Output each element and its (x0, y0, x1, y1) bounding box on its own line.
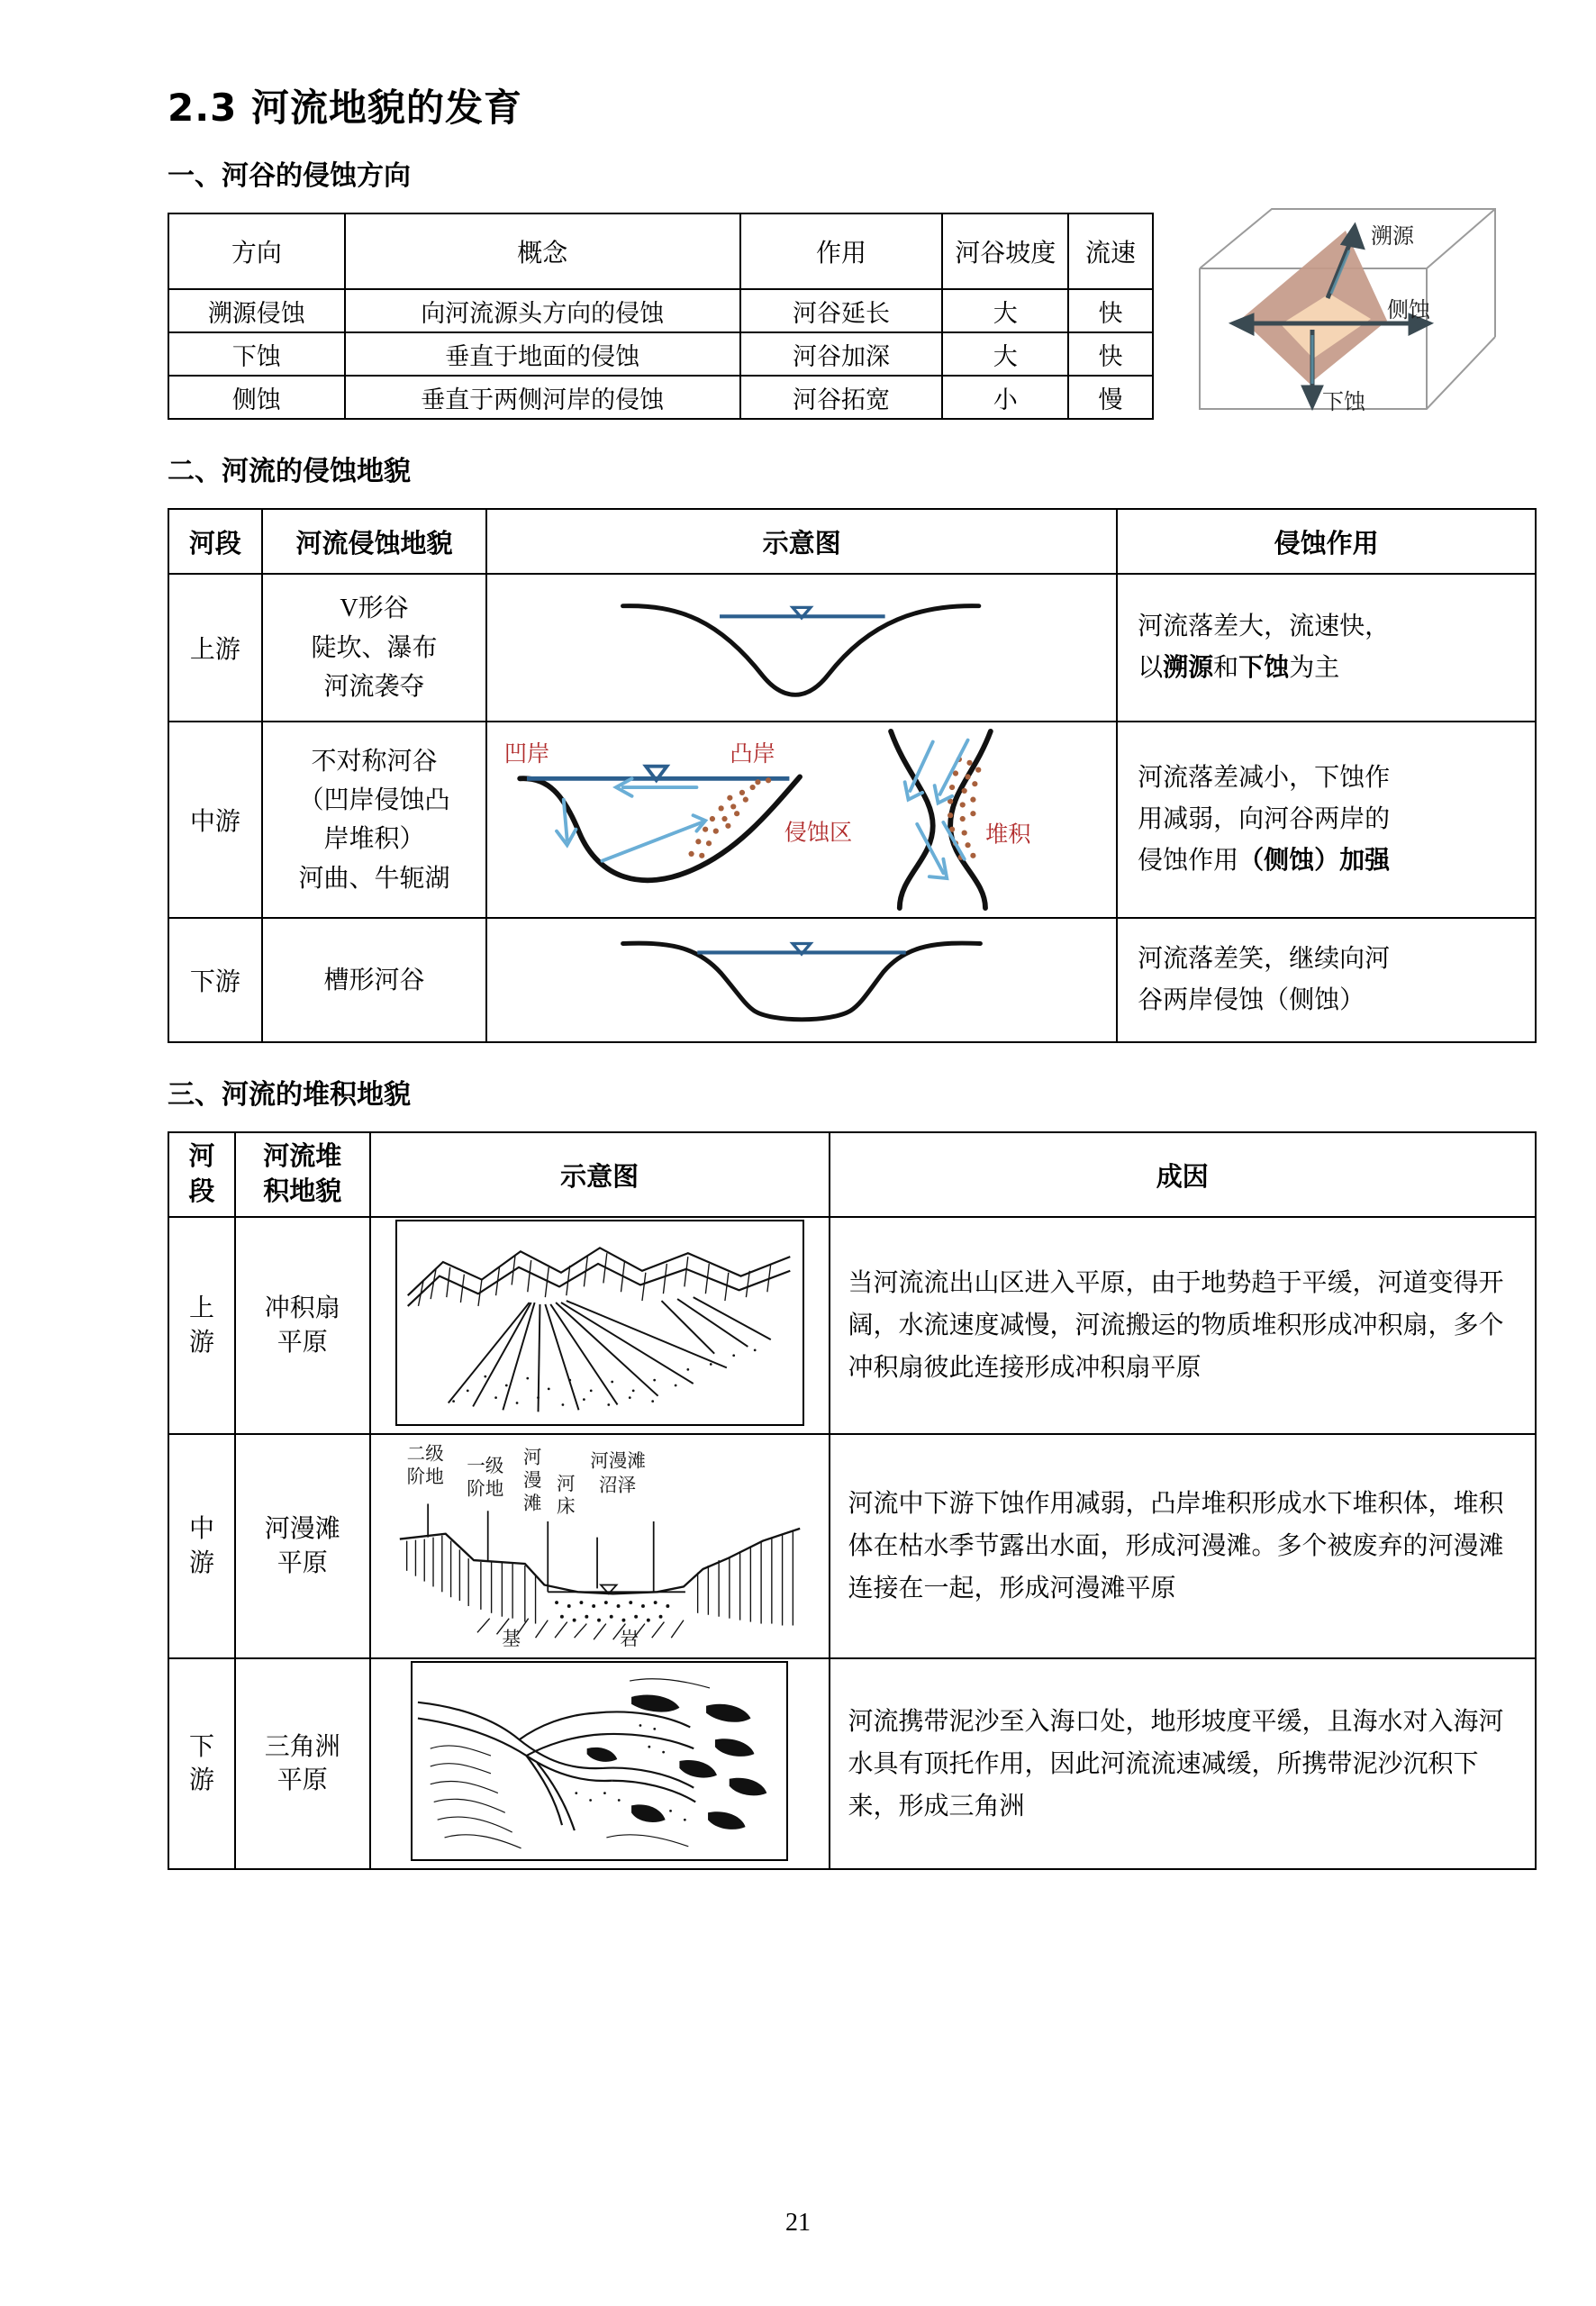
th-concept: 概念 (345, 213, 740, 289)
cell-reach (168, 1434, 235, 1658)
erosion-text-line2: 谷两岸侵蚀（侧蚀） (1138, 986, 1365, 1015)
section-heading-3: 三、河流的堆积地貌 (168, 1079, 411, 1112)
landform-line: 河漫滩 (264, 1515, 340, 1543)
erosion-text-line1: 河流落差减小，下蚀作 (1138, 764, 1391, 793)
cell-diagram-floodplain (370, 1434, 830, 1658)
cell-reach (168, 1217, 235, 1434)
table-row-alluvial-fan (168, 1217, 1536, 1434)
th-slope: 河谷坡度 (942, 213, 1068, 289)
th-landform-line: 河流堆 (263, 1142, 342, 1172)
th-reach-line: 段 (188, 1177, 215, 1207)
erosion-term-xiashi: 下蚀 (1238, 654, 1290, 683)
cell-speed: 慢 (1068, 376, 1153, 419)
label-marsh-line2: 沼泽 (598, 1476, 636, 1497)
cell-direction: 下蚀 (168, 332, 345, 376)
th-erosion: 侵蚀作用 (1117, 509, 1536, 574)
cell-diagram-delta (370, 1658, 830, 1869)
th-landform: 河流侵蚀地貌 (262, 509, 486, 574)
label-riverbed-c1: 河 (556, 1475, 576, 1495)
cell-effect: 河谷延长 (740, 289, 943, 332)
label-terrace1-line2: 阶地 (466, 1479, 503, 1500)
deposition-landform-table (168, 1131, 1537, 1870)
cell-landform (262, 722, 486, 918)
erosion-text-line1: 河流落差笑，继续向河 (1138, 945, 1391, 974)
cell-landform (235, 1217, 370, 1434)
table-header-row (168, 509, 1536, 574)
reach-line: 中 (188, 1515, 214, 1543)
label-floodplain-c1: 河 (522, 1448, 542, 1468)
cell-cause-text: 当河流流出山区进入平原，由于地势趋于平缓，河道变得开阔，水流速度减慢，河流搬运的物质堆积形成冲积扇，多个冲积扇彼此连接形成冲积扇平原 (830, 1217, 1536, 1434)
th-reach-line: 河 (188, 1142, 215, 1172)
cell-slope: 小 (942, 376, 1068, 419)
erosion-text-line1: 河流落差大，流速快， (1138, 613, 1391, 641)
cell-diagram-v-valley (486, 574, 1117, 722)
th-landform-line: 积地貌 (263, 1177, 342, 1207)
table-row (168, 332, 1153, 376)
cell-direction: 侧蚀 (168, 376, 345, 419)
th-reach: 河段 (168, 509, 262, 574)
cell-diagram-meander (486, 722, 1117, 918)
table-row (168, 376, 1153, 419)
reach-line: 游 (188, 1766, 214, 1795)
cell-reach: 上游 (168, 574, 262, 722)
reach-line: 游 (188, 1548, 214, 1577)
cell-erosion-text (1117, 918, 1536, 1042)
erosion-term-ceshi: （侧蚀）加强 (1238, 847, 1391, 876)
cell-reach (168, 1658, 235, 1869)
cell-slope: 大 (942, 289, 1068, 332)
cell-concept: 向河流源头方向的侵蚀 (345, 289, 740, 332)
table-row-upper-reach (168, 574, 1536, 722)
cell-concept: 垂直于两侧河岸的侵蚀 (345, 376, 740, 419)
cell-erosion-text (1117, 722, 1536, 918)
landform-line: 河曲、牛轭湖 (298, 864, 450, 893)
landform-line: 平原 (277, 1548, 328, 1577)
label-floodplain-c3: 滩 (522, 1493, 542, 1514)
table-row-middle-reach (168, 722, 1536, 918)
reach-line: 下 (188, 1732, 214, 1761)
cell-reach: 中游 (168, 722, 262, 918)
annotation-deposition: 堆积 (985, 821, 1031, 848)
cell-slope: 大 (942, 332, 1068, 376)
label-terrace2-line1: 二级 (406, 1444, 444, 1465)
section-heading-2: 二、河流的侵蚀地貌 (168, 456, 411, 488)
th-effect: 作用 (740, 213, 943, 289)
th-diagram: 示意图 (370, 1132, 830, 1217)
th-diagram: 示意图 (486, 509, 1117, 574)
reach-line: 游 (188, 1328, 214, 1357)
table-row-delta (168, 1658, 1536, 1869)
cell-landform (235, 1434, 370, 1658)
sketch-label-lateral: 侧蚀 (1387, 297, 1430, 323)
landform-line: 岸堆积） (323, 825, 425, 854)
erosion-term-suyuan: 溯源 (1163, 654, 1214, 683)
erosion-text-line3: 侵蚀作用 (1138, 847, 1239, 876)
cell-cause-text: 河流携带泥沙至入海口处，地形坡度平缓，且海水对入海河水具有顶托作用，因此河流流速减缓，所携带泥沙沉积下来，形成三角洲 (830, 1658, 1536, 1869)
erosion-text-pre: 以 (1138, 654, 1164, 683)
th-reach (168, 1132, 235, 1217)
landform-line: 冲积扇 (264, 1294, 340, 1322)
table-row-floodplain (168, 1434, 1536, 1658)
label-bedrock-right: 岩 (620, 1630, 639, 1649)
th-cause: 成因 (830, 1132, 1536, 1217)
cell-erosion-text (1117, 574, 1536, 722)
erosion-direction-table (168, 213, 1154, 420)
th-speed: 流速 (1068, 213, 1153, 289)
page-number: 21 (785, 2209, 811, 2237)
erosion-text-suffix: 为主 (1289, 654, 1340, 683)
landform-line: 不对称河谷 (311, 747, 438, 776)
page-title: 2.3 河流地貌的发育 (168, 86, 523, 130)
landform-line: 平原 (277, 1328, 328, 1357)
label-marsh-line1: 河漫滩 (589, 1451, 646, 1472)
cell-landform (262, 574, 486, 722)
cell-reach: 下游 (168, 918, 262, 1042)
erosion-landform-table (168, 508, 1537, 1043)
cell-speed: 快 (1068, 332, 1153, 376)
erosion-text-line2: 用减弱，向河谷两岸的 (1138, 805, 1391, 834)
sketch-label-downcut: 下蚀 (1322, 389, 1365, 415)
landform-line: 平原 (277, 1766, 328, 1795)
annotation-concave-bank: 凹岸 (503, 740, 550, 767)
cell-diagram-alluvial-fan (370, 1217, 830, 1434)
page-content (168, 0, 1537, 1870)
table-row-lower-reach (168, 918, 1536, 1042)
cell-landform (235, 1658, 370, 1869)
section-heading-1: 一、河谷的侵蚀方向 (168, 160, 411, 193)
landform-line: （凹岸侵蚀凸 (298, 785, 450, 814)
erosion-3d-sketch (1194, 204, 1501, 429)
table1-wrapper (168, 213, 1537, 420)
landform-line: 三角洲 (264, 1732, 340, 1761)
th-direction: 方向 (168, 213, 345, 289)
cell-concept: 垂直于地面的侵蚀 (345, 332, 740, 376)
cell-effect: 河谷加深 (740, 332, 943, 376)
label-floodplain-c2: 漫 (522, 1471, 542, 1492)
cell-diagram-trough-valley (486, 918, 1117, 1042)
table-row (168, 289, 1153, 332)
table-header-row (168, 1132, 1536, 1217)
erosion-text-mid: 和 (1213, 654, 1239, 683)
annotation-erosion-zone: 侵蚀区 (784, 819, 853, 846)
label-bedrock-left: 基 (501, 1630, 521, 1649)
landform-line: V形谷 (340, 595, 409, 623)
label-riverbed-c2: 床 (556, 1497, 576, 1518)
th-landform (235, 1132, 370, 1217)
table-header-row (168, 213, 1153, 289)
landform-line: 陡坎、瀑布 (311, 633, 438, 662)
cell-landform (262, 918, 486, 1042)
label-terrace1-line1: 一级 (466, 1457, 503, 1477)
cell-direction: 溯源侵蚀 (168, 289, 345, 332)
cell-speed: 快 (1068, 289, 1153, 332)
cell-cause-text: 河流中下游下蚀作用减弱，凸岸堆积形成水下堆积体，堆积体在枯水季节露出水面，形成河漫滩。多个被废弃的河漫滩连接在一起，形成河漫滩平原 (830, 1434, 1536, 1658)
sketch-label-upstream: 溯源 (1371, 223, 1414, 250)
cell-effect: 河谷拓宽 (740, 376, 943, 419)
reach-line: 上 (188, 1294, 214, 1322)
label-terrace2-line2: 阶地 (406, 1467, 444, 1488)
landform-line: 河流袭夺 (323, 672, 425, 701)
landform-line: 槽形河谷 (323, 966, 425, 994)
annotation-convex-bank: 凸岸 (730, 740, 775, 767)
